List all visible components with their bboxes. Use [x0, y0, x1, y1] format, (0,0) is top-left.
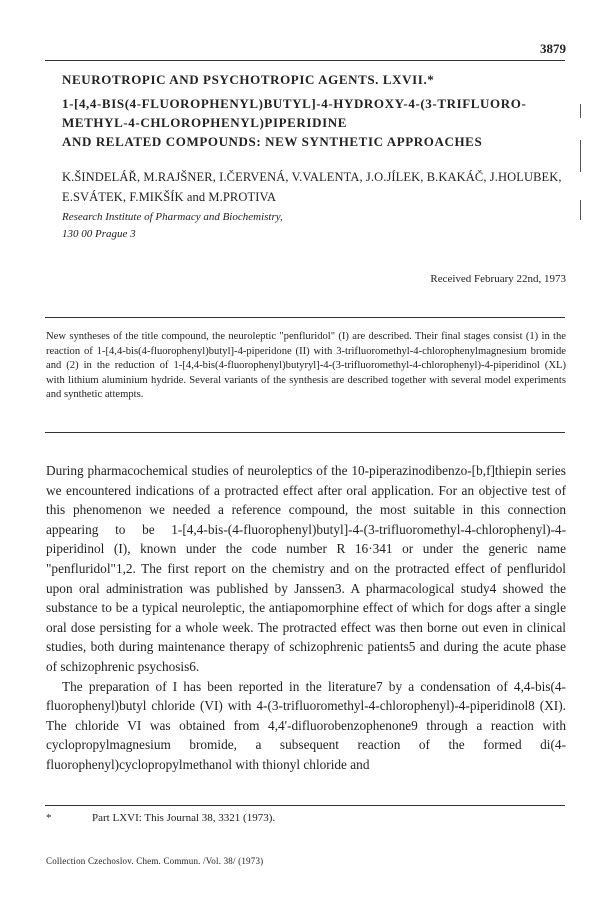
- received-date: Received February 22nd, 1973: [430, 273, 566, 285]
- title-line-2: 1-[4,4-BIS(4-FLUOROPHENYL)BUTYL]-4-HYDROXY-4-(3-TRIFLUORO-: [62, 96, 527, 111]
- authors-line-2: E.SVÁTEK, F.MIKŠÍK and M.PROTIVA: [62, 190, 277, 204]
- abstract-bottom-rule: [45, 432, 565, 433]
- journal-footer: Collection Czechoslov. Chem. Commun. /Vol. 38/ (1973): [46, 856, 264, 866]
- title-line-1: NEUROTROPIC AND PSYCHOTROPIC AGENTS. LXVII.*: [62, 72, 435, 87]
- abstract-top-rule: [45, 317, 565, 318]
- abstract: New syntheses of the title compound, the neuroleptic "penfluridol" (I) are described. Their final stages consist (1) in the reaction of 1-[4,4-bis(4-fluorophenyl)butyl]-4-piperidone (II) with 3-trifluoromethyl-4-chlorophenylmagnesium bromide and (2) in the reduction of 1-[4,4-bis(4-fluorophenyl)butyryl]-4-(3-trifluoromethyl-4-chlorophenyl)-4-piperidinol (XL) with lithium aluminium hydride. Several variants of the synthesis are described together with several model experiments and synthetic attempts.: [46, 331, 566, 401]
- affiliation-line-2: 130 00 Prague 3: [62, 228, 136, 240]
- header-rule: [45, 60, 565, 61]
- footnote-text: Part LXVI: This Journal 38, 3321 (1973).: [92, 812, 276, 824]
- margin-bar: [580, 104, 581, 118]
- body-paragraph-1: During pharmacochemical studies of neuroleptics of the 10-piperazinodibenzo-[b,f]thiepin series we encountered indications of a protracted effect after oral application. For an objective test of this phenomenon we needed a reference compound, the most suitable in this connection appearing to be 1-[4,4-bis-(4-fluorophenyl)butyl]-4-(3-trifluoromethyl-4-chlorophenyl)-4-piperidinol (I), known under the code number R 16·341 or under the generic name "penfluridol"1,2. The first report on the chemistry and on the protracted effect of penfluridol upon oral administration was published by Janssen3. A pharmacological study4 showed the substance to be a typical neuroleptic, the antiapomorphine effect of which for dogs after a single oral dose persisting for a whole week. The protracted effect was then borne out even in clinical studies, both during maintenance therapy of schizophrenic patients5 and during the acute phase of schizophrenic psychosis6.: [46, 463, 566, 674]
- footnote-rule: [45, 805, 565, 806]
- page-number: 3879: [540, 41, 566, 56]
- footnote-mark: *: [46, 812, 52, 824]
- margin-bar: [580, 140, 581, 172]
- title-line-3: METHYL-4-CHLOROPHENYL)PIPERIDINE: [62, 115, 347, 130]
- affiliation-line-1: Research Institute of Pharmacy and Biochemistry,: [62, 211, 283, 223]
- margin-bar: [580, 200, 581, 220]
- footnote: [46, 812, 275, 824]
- authors-line-1: K.ŠINDELÁŘ, M.RAJŠNER, I.ČERVENÁ, V.VALENTA, J.O.JÍLEK, B.KAKÁČ, J.HOLUBEK,: [62, 170, 562, 184]
- title-line-4: AND RELATED COMPOUNDS: NEW SYNTHETIC APPROACHES: [62, 134, 483, 149]
- body-text: [46, 461, 566, 775]
- body-paragraph-2: The preparation of I has been reported in the literature7 by a condensation of 4,4-bis(4-fluorophenyl)butyl chloride (VI) with 4-(3-trifluoromethyl-4-chlorophenyl)-4-piperidinol8 (XI). The chloride VI was obtained from 4,4'-difluorobenzophenone9 through a reaction with cyclopropylmagnesium bromide, a subsequent reaction of the formed di(4-fluorophenyl)cyclopropylmethanol with thionyl chloride and: [46, 678, 566, 772]
